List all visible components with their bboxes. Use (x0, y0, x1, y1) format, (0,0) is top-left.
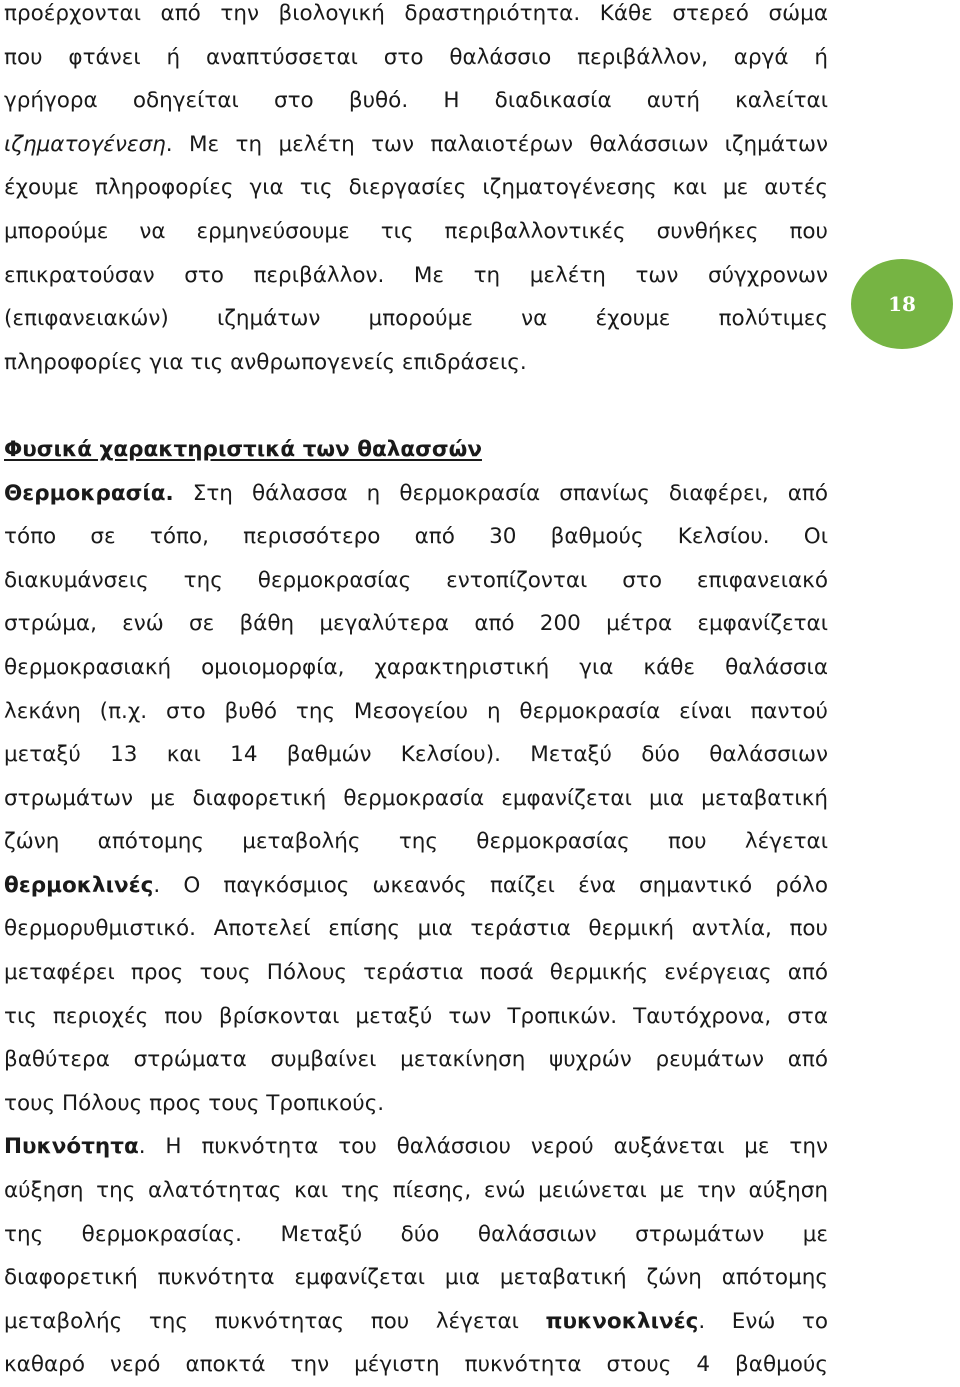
intro-line-2: που φτάνει ή αναπτύσσεται στο θαλάσσιο περιβάλλον, αργά ή (4, 44, 828, 70)
temperature-label: Θερμοκρασία. (4, 480, 174, 506)
temperature-line-3: διακυμάνσεις της θερμοκρασίας εντοπίζονται στο επιφανειακό (4, 567, 828, 593)
density-line-1-rest: . Η πυκνότητα του θαλάσσιου νερού αυξάνεται με την (138, 1134, 828, 1160)
temperature-line-12: μεταφέρει προς τους Πόλους τεράστια ποσά θερμικής ενέργειας από (4, 960, 828, 986)
section-heading: Φυσικά χαρακτηριστικά των θαλασσών (4, 436, 482, 462)
temperature-line-10-rest: . Ο παγκόσμιος ωκεανός παίζει ένα σημαντικό ρόλο (153, 872, 828, 898)
intro-line-4 (4, 123, 828, 167)
temperature-line-4: στρώμα, ενώ σε βάθη μεγαλύτερα από 200 μέτρα εμφανίζεται (4, 611, 828, 637)
temperature-line-8: στρωμάτων με διαφορετική θερμοκρασία εμφανίζεται μια μεταβατική (4, 785, 828, 811)
paragraph-gap (4, 384, 828, 428)
temperature-line-1-rest: Στη θάλασσα η θερμοκρασία σπανίως διαφέρει, από (173, 480, 828, 506)
temperature-line-14: βαθύτερα στρώματα συμβαίνει μετακίνηση ψυχρών ρευμάτων από (4, 1047, 828, 1073)
temperature-line-10 (4, 864, 828, 908)
density-line-5-pre: μεταβολής της πυκνότητας που λέγεται (4, 1308, 546, 1334)
density-line-5 (4, 1300, 828, 1344)
temperature-line-5: θερμοκρασιακή ομοιομορφία, χαρακτηριστική για κάθε θαλάσσια (4, 654, 828, 680)
density-line-4: διαφορετική πυκνότητα εμφανίζεται μια μεταβατική ζώνη απότομης (4, 1265, 828, 1291)
intro-line-8: (επιφανειακών) ιζημάτων μπορούμε να έχουμε πολύτιμες (4, 306, 828, 332)
intro-line-3: γρήγορα οδηγείται στο βυθό. Η διαδικασία αυτή καλείται (4, 88, 828, 114)
temperature-line-6: λεκάνη (π.χ. στο βυθό της Μεσογείου η θερμοκρασία είναι παντού (4, 698, 828, 724)
density-line-6: καθαρό νερό αποκτά την μέγιστη πυκνότητα στους 4 βαθμούς (4, 1352, 828, 1378)
intro-line-4-rest: . Με τη μελέτη των παλαιοτέρων θαλάσσιων ιζημάτων (165, 131, 828, 157)
temperature-line-11: θερμορυθμιστικό. Αποτελεί επίσης μια τεράστια θερμική αντλία, που (4, 916, 828, 942)
intro-line-9: πληροφορίες για τις ανθρωπογενείς επιδράσεις. (4, 349, 527, 375)
density-line-2: αύξηση της αλατότητας και της πίεσης, ενώ μειώνεται με την αύξηση (4, 1178, 828, 1204)
temperature-line-9: ζώνη απότομης μεταβολής της θερμοκρασίας που λέγεται (4, 829, 828, 855)
intro-line-5: έχουμε πληροφορίες για τις διεργασίες ιζηματογένεσης και με αυτές (4, 175, 828, 201)
intro-line-1: προέρχονται από την βιολογική δραστηριότητα. Κάθε στερεό σώμα (4, 1, 828, 26)
term-sedimentation: ιζηματογένεση (4, 131, 166, 157)
intro-line-6: μπορούμε να ερμηνεύσουμε τις περιβαλλοντικές συνθήκες που (4, 218, 828, 244)
intro-line-7: επικρατούσαν στο περιβάλλον. Με τη μελέτη των σύγχρονων (4, 262, 828, 288)
temperature-line-2: τόπο σε τόπο, περισσότερο από 30 βαθμούς Κελσίου. Οι (4, 524, 828, 550)
temperature-line-13: τις περιοχές που βρίσκονται μεταξύ των Τροπικών. Ταυτόχρονα, στα (4, 1003, 828, 1029)
density-line-1 (4, 1125, 828, 1169)
density-label: Πυκνότητα (4, 1134, 139, 1160)
term-thermocline: θερμοκλινές (4, 872, 154, 898)
page-number-badge: 18 (851, 259, 953, 349)
body-text (4, 0, 828, 1387)
temperature-line-7: μεταξύ 13 και 14 βαθμών Κελσίου). Μεταξύ δύο θαλάσσιων (4, 742, 828, 768)
term-pycnocline: πυκνοκλινές (545, 1308, 699, 1334)
temperature-line-15: τους Πόλους προς τους Τροπικούς. (4, 1090, 385, 1116)
temperature-line-1 (4, 472, 828, 516)
density-line-3: της θερμοκρασίας. Μεταξύ δύο θαλάσσιων στρωμάτων με (4, 1221, 828, 1247)
density-line-5-rest: . Ενώ το (698, 1308, 829, 1334)
